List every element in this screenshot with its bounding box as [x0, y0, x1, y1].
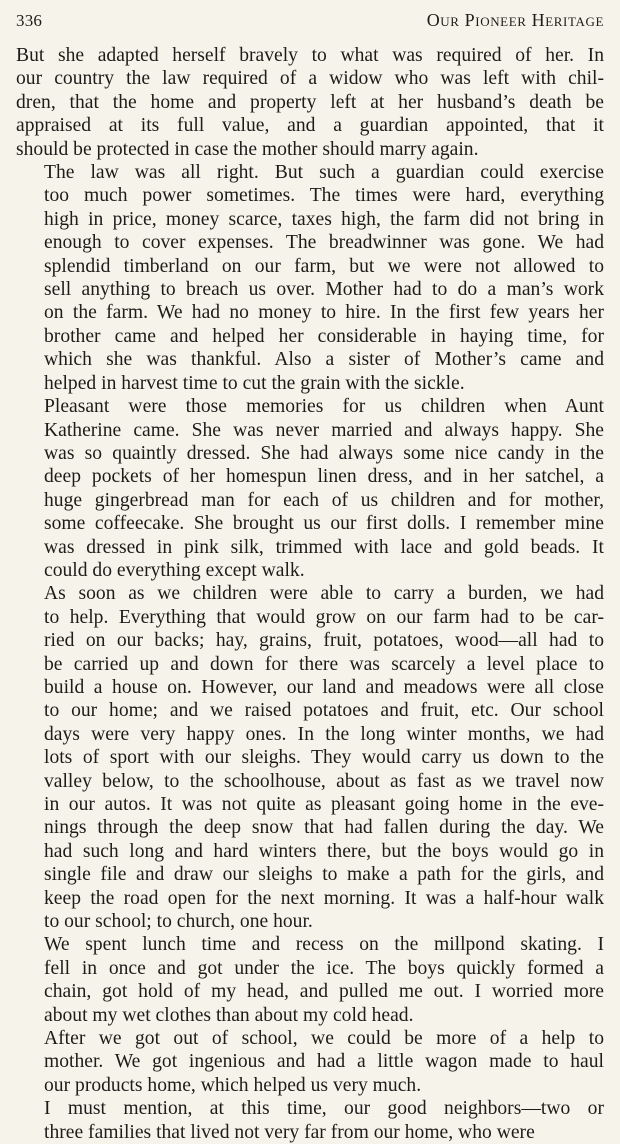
- text-line: days were very happy ones. In the long winter months, we had: [44, 723, 604, 745]
- text-line: valley below, to the schoolhouse, about as fast as we travel now: [44, 770, 604, 792]
- text-line: be carried up and down for there was scarcely a level place to: [44, 653, 604, 675]
- text-line: high in price, money scarce, taxes high, the farm did not bring in: [44, 208, 604, 230]
- text-line: But she adapted herself bravely to what was required of her. In: [16, 45, 604, 66]
- text-line: keep the road open for the next morning. It was a half-hour walk: [44, 887, 604, 909]
- text-line: After we got out of school, we could be more of a help to: [44, 1028, 604, 1050]
- text-line: splendid timberland on our farm, but we were not allowed to: [44, 255, 604, 277]
- text-line: brother came and helped her considerable in haying time, for: [44, 325, 604, 347]
- paragraph: [16, 44, 604, 161]
- paragraph: [16, 1097, 604, 1144]
- text-line: enough to cover expenses. The breadwinner was gone. We had: [44, 232, 604, 254]
- text-line: was dressed in pink silk, trimmed with lace and gold beads. It: [44, 536, 604, 558]
- text-line: to our home; and we raised potatoes and fruit, etc. Our school: [44, 700, 604, 722]
- text-line: should be protected in case the mother should marry again.: [16, 138, 479, 160]
- text-line: mother. We got ingenious and had a little wagon made to haul: [44, 1051, 604, 1073]
- text-line: three families that lived not very far from our home, who were: [44, 1121, 535, 1143]
- text-line: single file and draw our sleighs to make a path for the girls, and: [44, 864, 604, 886]
- page-number: 336: [16, 11, 43, 30]
- text-line: too much power sometimes. The times were hard, everything: [44, 185, 604, 207]
- paragraph: [16, 1027, 604, 1097]
- text-line: sell anything to breach us over. Mother had to do a man’s work: [44, 279, 604, 301]
- text-line: appraised at its full value, and a guardian appointed, that it: [16, 115, 604, 137]
- running-head: [16, 10, 604, 44]
- text-line: We spent lunch time and recess on the millpond skating. I: [44, 934, 604, 956]
- text-line: our products home, which helped us very much.: [44, 1074, 422, 1096]
- text-line: ried on our backs; hay, grains, fruit, potatoes, wood—all had to: [44, 630, 604, 652]
- text-line: was so quaintly dressed. She had always some nice candy in the: [44, 442, 604, 464]
- book-title: Our Pioneer Heritage: [426, 10, 604, 30]
- text-line: Pleasant were those memories for us children when Aunt: [44, 396, 604, 418]
- text-line: nings through the deep snow that had fallen during the day. We: [44, 817, 604, 839]
- text-line: in our autos. It was not quite as pleasant going home in the eve-: [44, 794, 604, 815]
- text-line: Katherine came. She was never married and always happy. She: [44, 419, 604, 441]
- text-line: about my wet clothes than about my cold head.: [44, 1004, 414, 1026]
- text-line: deep pockets of her homespun linen dress, and in her satchel, a: [44, 466, 604, 488]
- text-line: I must mention, at this time, our good neighbors—two or: [44, 1098, 604, 1120]
- text-line: on the farm. We had no money to hire. In the first few years her: [44, 302, 604, 324]
- text-line: had such long and hard winters there, but the boys would go in: [44, 840, 604, 862]
- text-line: helped in harvest time to cut the grain with the sickle.: [44, 372, 465, 394]
- text-line: could do everything except walk.: [44, 559, 305, 581]
- paragraph: [16, 395, 604, 582]
- text-line: As soon as we children were able to carry a burden, we had: [44, 583, 604, 605]
- body-text: [16, 44, 604, 1144]
- text-line: fell in once and got under the ice. The boys quickly formed a: [44, 957, 604, 979]
- text-line: to our school; to church, one hour.: [44, 911, 313, 933]
- text-line: The law was all right. But such a guardian could exercise: [44, 162, 604, 184]
- text-line: build a house on. However, our land and meadows were all close: [44, 676, 604, 698]
- text-line: some coffeecake. She brought us our first dolls. I remember mine: [44, 513, 604, 535]
- paragraph: [16, 933, 604, 1027]
- text-line: lots of sport with our sleighs. They would carry us down to the: [44, 747, 604, 769]
- text-line: our country the law required of a widow who was left with chil-: [16, 68, 604, 90]
- text-line: huge gingerbread man for each of us children and for mother,: [44, 489, 604, 511]
- text-line: chain, got hold of my head, and pulled me out. I worried more: [44, 981, 604, 1003]
- paragraph: [16, 161, 604, 395]
- text-line: dren, that the home and property left at her husband’s death be: [16, 91, 604, 113]
- text-line: to help. Everything that would grow on our farm had to be car-: [44, 606, 604, 628]
- paragraph: [16, 582, 604, 933]
- text-line: which she was thankful. Also a sister of Mother’s came and: [44, 349, 604, 371]
